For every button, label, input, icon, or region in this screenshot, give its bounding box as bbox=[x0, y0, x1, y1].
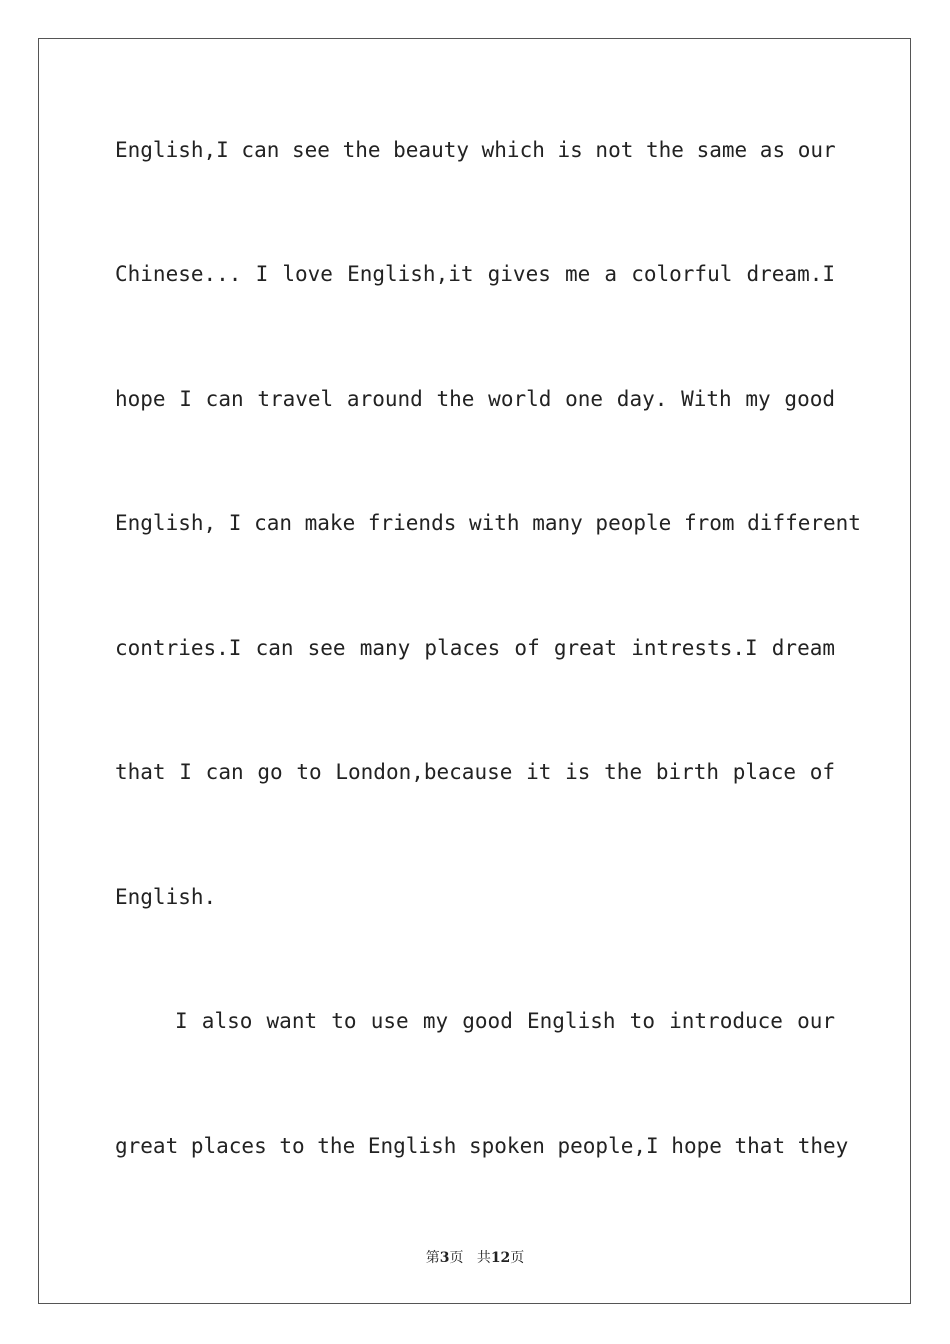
text-line-9: great places to the English spoken people,I hope that they bbox=[115, 1134, 849, 1158]
page-prefix: 第 bbox=[425, 1250, 440, 1266]
page-border bbox=[38, 38, 911, 1304]
page-footer bbox=[0, 1247, 950, 1267]
page-current: 3 bbox=[439, 1250, 450, 1266]
text-line-7: English. bbox=[115, 885, 217, 909]
total-suffix: 页 bbox=[510, 1250, 525, 1266]
page-total: 12 bbox=[490, 1250, 511, 1266]
text-line-6: that I can go to London,because it is the birth place of bbox=[115, 760, 835, 784]
page-suffix: 页 bbox=[449, 1250, 464, 1266]
text-line-8: I also want to use my good English to introduce our bbox=[175, 1009, 835, 1033]
text-line-5: contries.I can see many places of great intrests.I dream bbox=[115, 636, 835, 660]
text-line-1: English,I can see the beauty which is not the same as our bbox=[115, 138, 836, 162]
text-line-2: Chinese... I love English,it gives me a colorful dream.I bbox=[115, 262, 835, 286]
total-prefix: 共 bbox=[476, 1250, 491, 1266]
text-line-3: hope I can travel around the world one day. With my good bbox=[115, 387, 835, 411]
text-line-4: English, I can make friends with many people from different bbox=[115, 511, 861, 535]
